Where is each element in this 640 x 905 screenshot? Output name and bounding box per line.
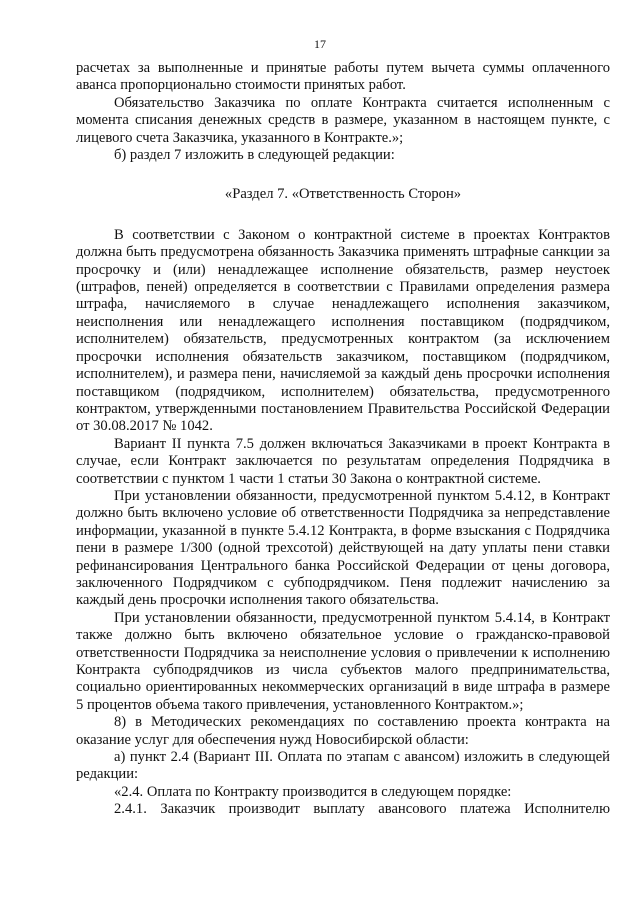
document-body (76, 60, 610, 819)
paragraph-5-4-14: При установлении обязанности, предусмотренной пунктом 5.4.14, в Контракт также должно быть включено обязательное условие о гражданско-правовой ответственности Подрядчика за неисполнение условия о привлечении к исполнению Контракта субподрядчиков из числа субъектов малого предпринимательства, социально ориентированных некоммерческих организаций в виде штрафа в размере 5 процентов объема такого привлечения, установленного Контрактом.»; (76, 609, 610, 713)
paragraph-penalties: В соответствии с Законом о контрактной системе в проектах Контрактов должна быть предусмотрена обязанность Заказчика применять штрафные санкции за просрочку и (или) ненадлежащее исполнение обязательств, размер неустоек (штрафов, пеней) определяется в соответствии с Правилами определения размера штрафа, начисляемого в случае ненадлежащего исполнения заказчиком, неисполнения или ненадлежащего исполнения поставщиком (подрядчиком, исполнителем) обязательств, предусмотренных контрактом (за исключением просрочки исполнения обязательств заказчиком, поставщиком (подрядчиком, исполнителем), и размера пени, начисляемой за каждый день просрочки исполнения поставщиком (подрядчиком, исполнителем) обязательства, предусмотренного контрактом, утвержденными постановлением Правительства Российской Федерации от 30.08.2017 № 1042. (76, 226, 610, 435)
paragraph-continuation: расчетах за выполненные и принятые работы путем вычета суммы оплаченного аванса пропорционально стоимости принятых работ. (76, 60, 610, 94)
paragraph-2-4-1: 2.4.1. Заказчик производит выплату авансового платежа Исполнителю (114, 801, 610, 818)
paragraph-variant-ii: Вариант II пункта 7.5 должен включаться Заказчиками в проект Контракта в случае, если Контракт заключается по результатам определения Подрядчика в соответствии с пунктом 1 части 1 статьи 30 Закона о контрактной системе. (76, 435, 610, 487)
paragraph-item-a: а) пункт 2.4 (Вариант III. Оплата по этапам с авансом) изложить в следующей редакции: (76, 749, 610, 783)
paragraph-section7-intro: б) раздел 7 изложить в следующей редакции: (114, 147, 395, 164)
paragraph-obligation: Обязательство Заказчика по оплате Контракта считается исполненным с момента списания денежных средств в размере, указанном в настоящем пункте, с лицевого счета Заказчика, указанного в Контракте.»; (76, 94, 610, 146)
page-number: 17 (314, 37, 326, 51)
section-heading: «Раздел 7. «Ответственность Сторон» (224, 186, 462, 203)
paragraph-5-4-12: При установлении обязанности, предусмотренной пунктом 5.4.12, в Контракт должно быть включено условие об ответственности Подрядчика за непредставление информации, указанной в пункте 5.4.12 Контракта, в форме взыскания с Подрядчика пени в размере 1/300 (одной трехсотой) действующей на дату уплаты пени ставки рефинансирования Центрального банка Российской Федерации от цены договора, заключенного Подрядчиком с субподрядчиком. Пеня подлежит начислению за каждый день просрочки исполнения такого обязательства. (76, 487, 610, 609)
paragraph-item-8: 8) в Методических рекомендациях по составлению проекта контракта на оказание услуг для обеспечения нужд Новосибирской области: (76, 714, 610, 748)
paragraph-2-4: «2.4. Оплата по Контракту производится в следующем порядке: (114, 783, 512, 800)
